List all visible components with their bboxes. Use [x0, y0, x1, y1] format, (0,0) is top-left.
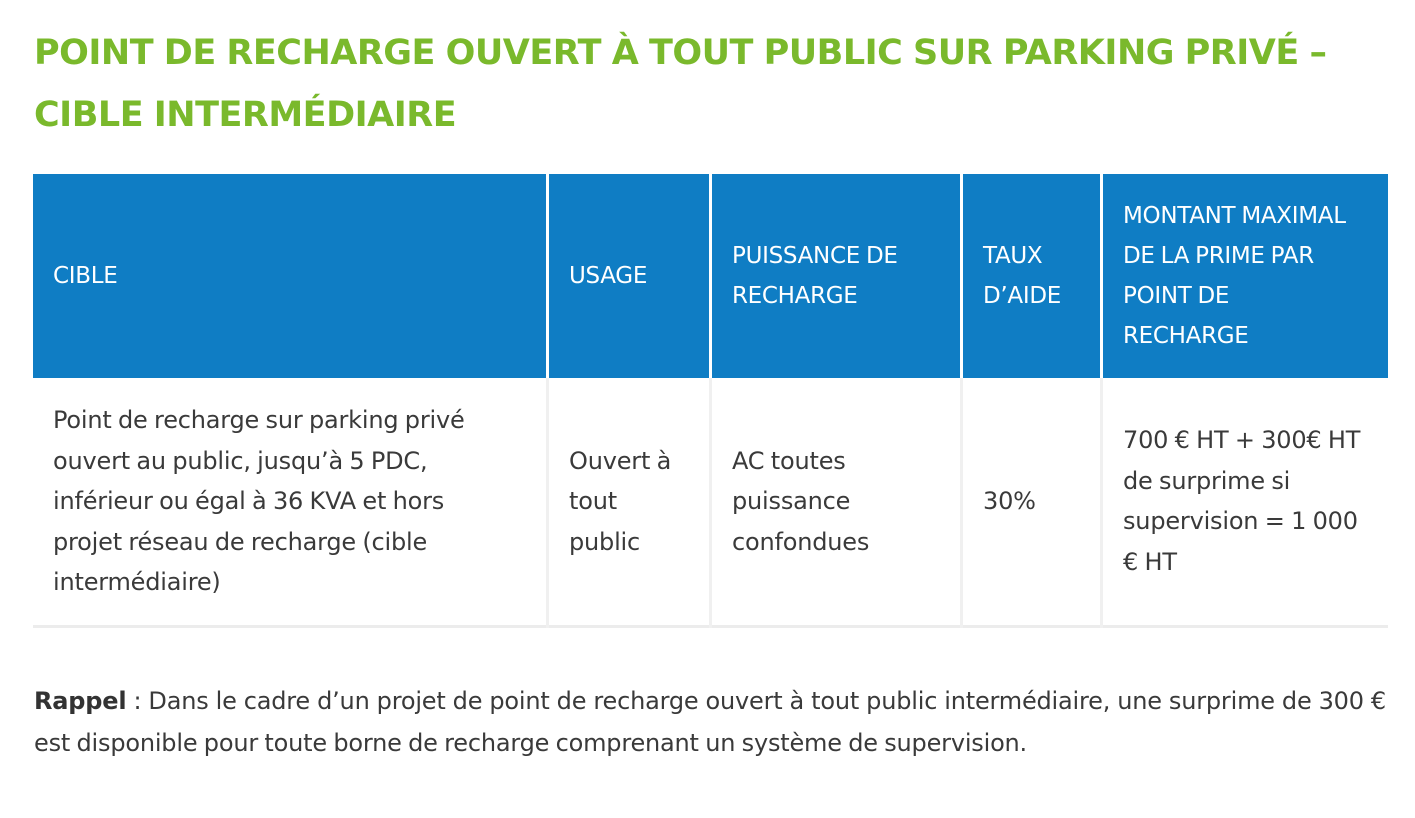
- header-puissance: PUISSANCE DE RECHARGE: [712, 174, 960, 378]
- cell-usage: Ouvert à tout public: [549, 378, 709, 628]
- cell-cible: Point de recharge sur parking privé ouvert au public, jusqu’à 5 PDC, inférieur ou égal à 36 KVA et hors projet réseau de recharge (cible intermédiaire): [33, 378, 546, 628]
- cell-montant: 700 € HT + 300€ HT de surprime si supervision = 1 000 € HT: [1103, 378, 1388, 628]
- table-row: [33, 378, 1388, 628]
- header-taux: TAUX D’AIDE: [963, 174, 1100, 378]
- header-usage: USAGE: [549, 174, 709, 378]
- page-title: POINT DE RECHARGE OUVERT À TOUT PUBLIC SUR PARKING PRIVÉ – CIBLE INTERMÉDIAIRE: [34, 33, 1327, 135]
- table-header-row: [33, 174, 1388, 378]
- rappel-paragraph: [34, 680, 1386, 764]
- cell-taux: 30%: [963, 378, 1100, 628]
- rappel-label: Rappel: [34, 687, 127, 715]
- rappel-separator: :: [126, 687, 149, 715]
- aid-table: [30, 174, 1391, 628]
- header-cible: CIBLE: [33, 174, 546, 378]
- rappel-text: Dans le cadre d’un projet de point de recharge ouvert à tout public intermédiaire, une surprime de 300 € est disponible pour toute borne de recharge comprenant un système de supervision.: [34, 687, 1386, 757]
- header-montant: MONTANT MAXIMAL DE LA PRIME PAR POINT DE RECHARGE: [1103, 174, 1388, 378]
- cell-puissance: AC toutes puissance confondues: [712, 378, 960, 628]
